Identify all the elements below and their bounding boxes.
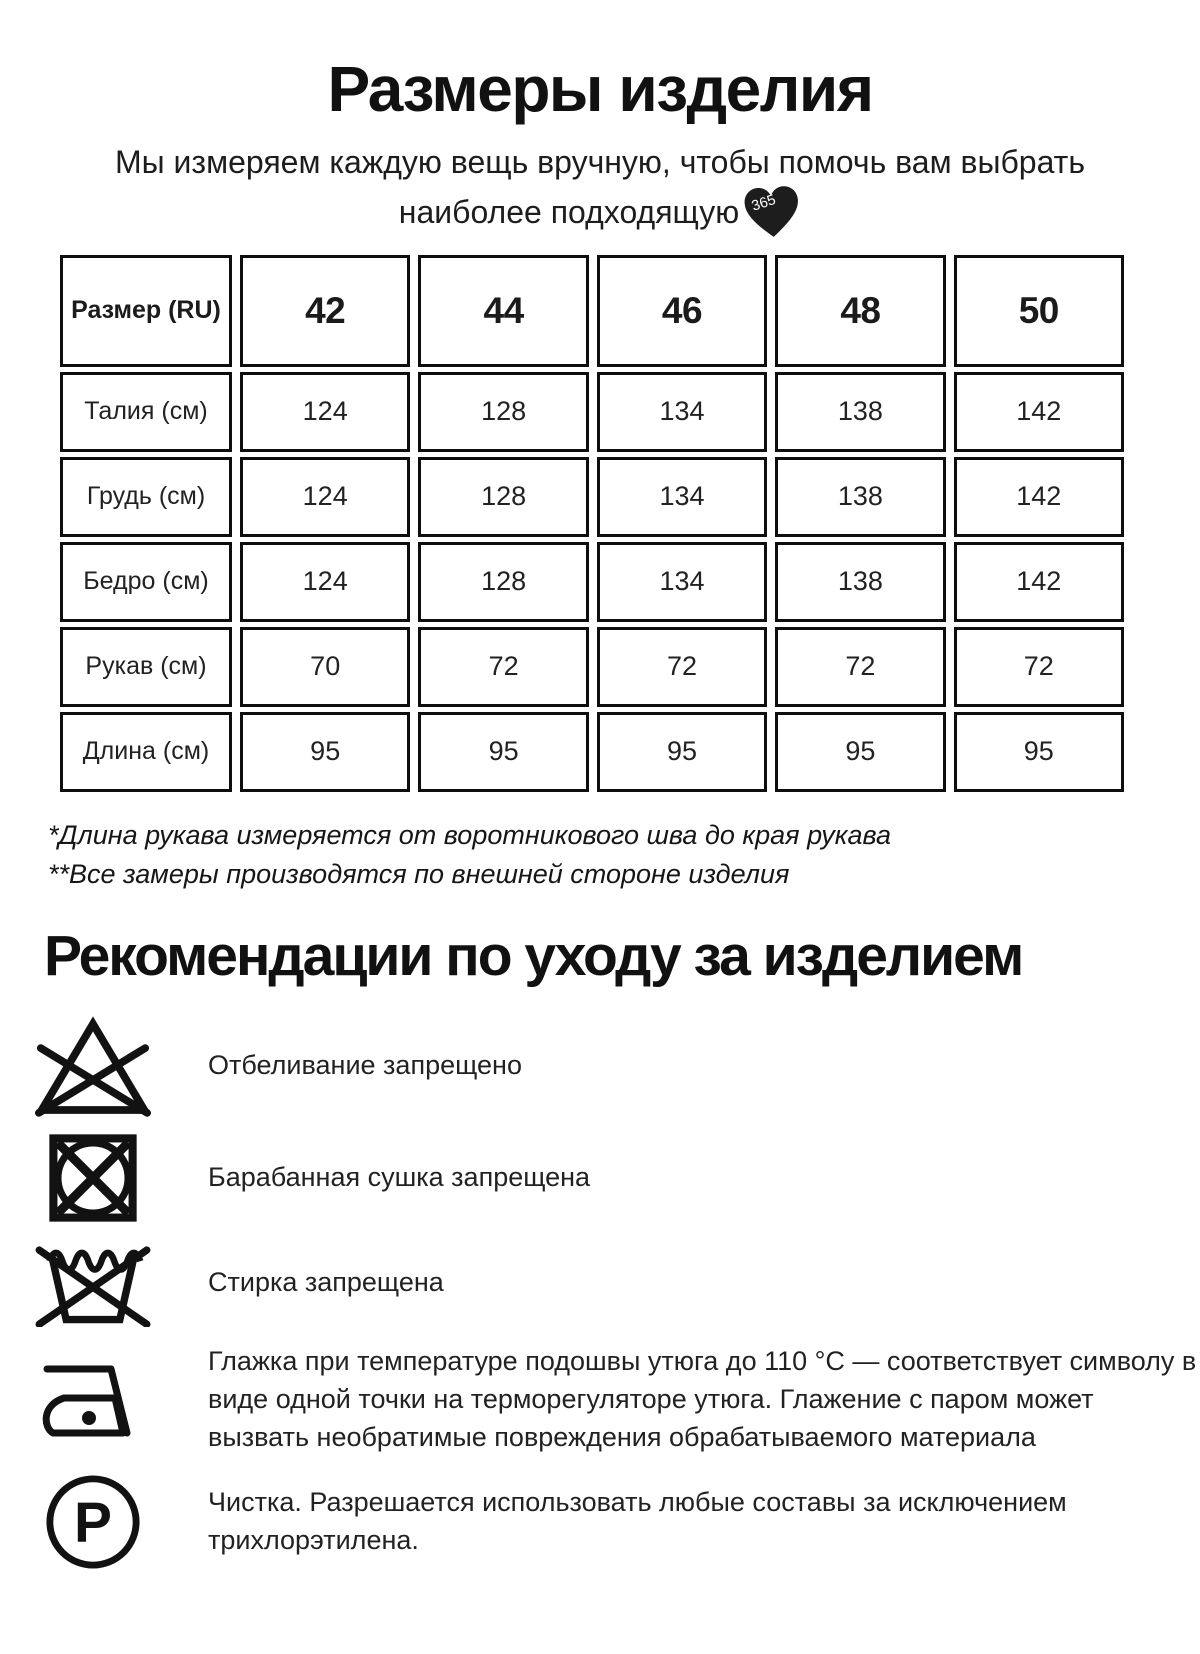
table-cell: 95 (775, 712, 945, 792)
iron-low-temperature-icon (0, 1360, 186, 1440)
footnote-sleeve-measure: *Длина рукава измеряется от воротникового шва до края рукава (48, 819, 891, 850)
table-cell: 138 (775, 457, 945, 537)
row-label-sleeve: Рукав (см) (60, 627, 232, 707)
size-guide-page (0, 54, 1200, 1654)
row-label-chest: Грудь (см) (60, 457, 232, 537)
table-cell: 142 (954, 372, 1124, 452)
size-column-header: 50 (954, 255, 1124, 367)
row-label-waist: Талия (см) (60, 372, 232, 452)
heart-badge-number: 365 (750, 191, 779, 215)
care-item-tumble-dry (0, 1133, 1200, 1223)
table-cell: 70 (240, 627, 410, 707)
table-cell: 128 (418, 457, 588, 537)
care-text: Глажка при температуре подошвы утюга до 110 °C — соответствует символу в виде одной точки на терморегуляторе утюга. Глажение с паром может вызвать необратимые повреждения обрабатываемого материала (208, 1346, 1197, 1452)
table-cell: 134 (597, 457, 767, 537)
do-not-bleach-icon (0, 1015, 186, 1117)
subtitle (40, 140, 1160, 238)
care-item-wash (0, 1239, 1200, 1327)
table-cell: 95 (954, 712, 1124, 792)
care-text: Барабанная сушка запрещена (208, 1162, 591, 1193)
table-cell: 124 (240, 542, 410, 622)
care-list (0, 1015, 1200, 1570)
footnotes (48, 816, 1200, 894)
table-cell: 134 (597, 372, 767, 452)
heart-365-icon (741, 183, 803, 241)
subtitle-line1: Мы измеряем каждую вещь вручную, чтобы помочь вам выбрать (114, 144, 1085, 181)
table-cell: 142 (954, 542, 1124, 622)
dry-clean-p-icon (0, 1473, 186, 1571)
size-column-header: 48 (775, 255, 945, 367)
do-not-wash-icon (0, 1239, 186, 1327)
table-cell: 72 (775, 627, 945, 707)
table-cell: 138 (775, 542, 945, 622)
table-cell: 124 (240, 457, 410, 537)
table-cell: 95 (240, 712, 410, 792)
table-cell: 95 (597, 712, 767, 792)
table-cell: 128 (418, 372, 588, 452)
table-cell: 72 (597, 627, 767, 707)
table-cell: 134 (597, 542, 767, 622)
size-column-header: 42 (240, 255, 410, 367)
subtitle-line2: наиболее подходящую (398, 193, 740, 230)
page-title: Размеры изделия (327, 53, 873, 125)
size-column-header: 44 (418, 255, 588, 367)
do-not-tumble-dry-icon (0, 1133, 186, 1223)
care-heading: Рекомендации по уходу за изделием (44, 923, 1023, 988)
svg-text:P: P (74, 1491, 112, 1555)
table-cell: 72 (954, 627, 1124, 707)
table-cell: 138 (775, 372, 945, 452)
care-text: Чистка. Разрешается использовать любые составы за исключением трихлорэтилена. (208, 1486, 1067, 1555)
size-table-corner-header: Размер (RU) (60, 255, 232, 367)
size-table (60, 255, 1124, 792)
table-cell: 128 (418, 542, 588, 622)
footnote-outer-measure: **Все замеры производятся по внешней стороне изделия (48, 858, 790, 889)
table-cell: 142 (954, 457, 1124, 537)
care-item-iron (0, 1343, 1200, 1456)
care-text: Стирка запрещена (208, 1267, 444, 1298)
care-item-dry-clean (0, 1473, 1200, 1571)
care-item-bleach (0, 1015, 1200, 1117)
row-label-length: Длина (см) (60, 712, 232, 792)
table-cell: 95 (418, 712, 588, 792)
row-label-hip: Бедро (см) (60, 542, 232, 622)
table-cell: 124 (240, 372, 410, 452)
care-text: Отбеливание запрещено (208, 1050, 522, 1081)
table-cell: 72 (418, 627, 588, 707)
size-column-header: 46 (597, 255, 767, 367)
